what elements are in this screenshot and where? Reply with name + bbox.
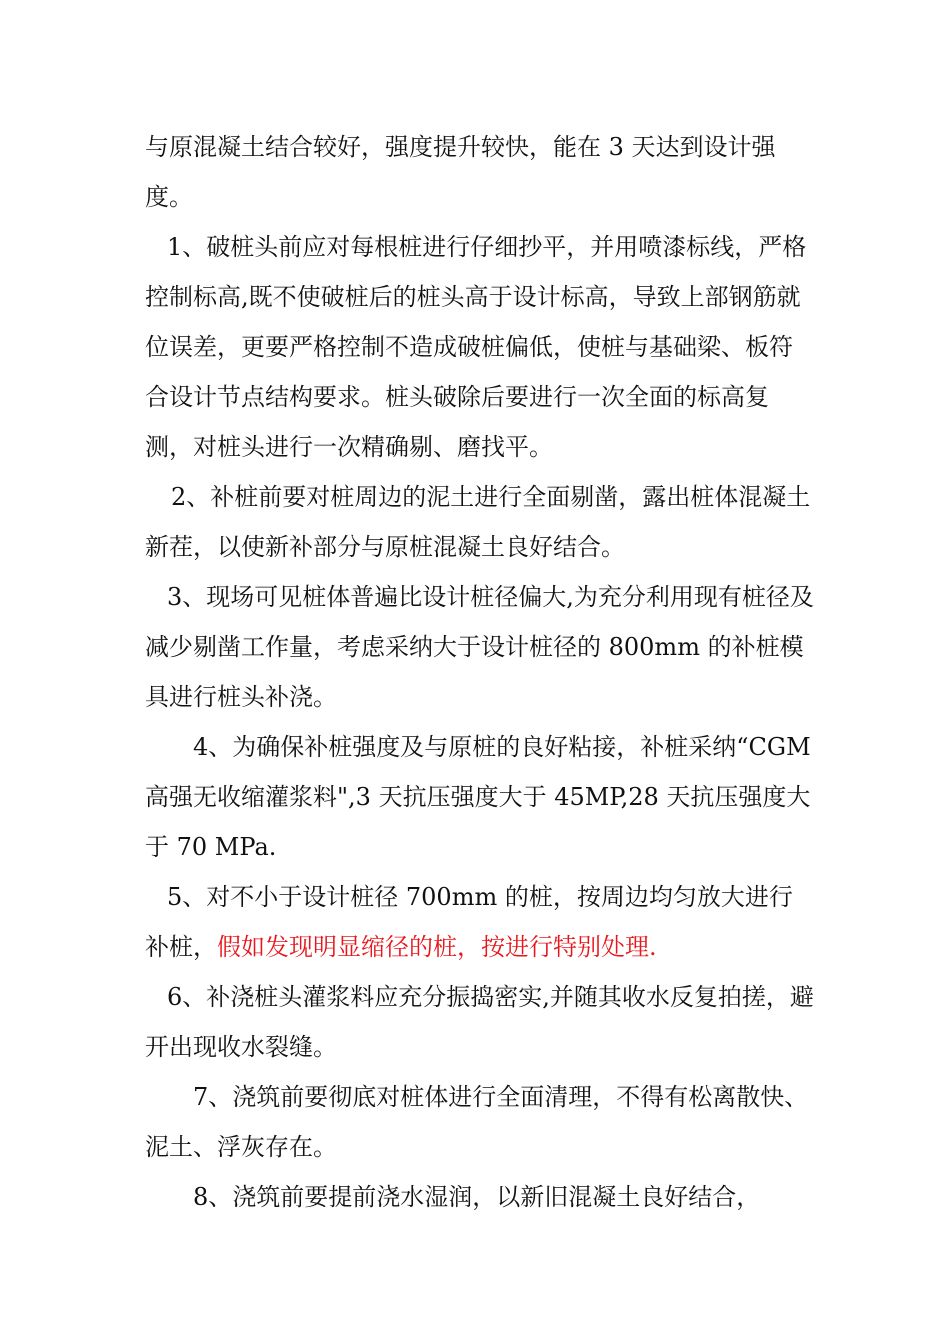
- paragraph-item-8: 8、浇筑前要提前浇水湿润，以新旧混凝土良好结合，: [193, 1183, 761, 1211]
- paragraph-item-5: [145, 872, 815, 972]
- paragraph-item-6: 6、补浇桩头灌浆料应充分振捣密实,并随其收水反复拍搓，避开出现收水裂缝。: [145, 983, 814, 1061]
- document-body: [145, 122, 815, 1222]
- paragraph-item-3: 3、现场可见桩体普遍比设计桩径偏大,为充分利用现有桩径及减少剔凿工作量，考虑采纳大于设计桩径的 800mm 的补桩模具进行桩头补浇。: [145, 583, 814, 711]
- paragraph-item-2: 2、补桩前要对桩周边的泥土进行全面剔凿，露出桩体混凝土新茬，以使新补部分与原桩混凝土良好结合。: [145, 483, 811, 561]
- paragraph-item-4: 4、为确保补桩强度及与原桩的良好粘接，补桩采纳“CGM 高强无收缩灌浆料",3 天抗压强度大于 45MP,28 天抗压强度大于 70 MPa.: [145, 733, 811, 861]
- paragraph-item-7: 7、浇筑前要彻底对桩体进行全面清理，不得有松离散快、泥土、浮灰存在。: [145, 1083, 809, 1161]
- highlighted-red-text: 假如发现明显缩径的桩，按进行特别处理.: [217, 933, 657, 961]
- paragraph-item-1: 1、破桩头前应对每根桩进行仔细抄平，并用喷漆标线，严格控制标高,既不使破桩后的桩头高于设计标高，导致上部钢筋就位误差，更要严格控制不造成破桩偏低，使桩与基础梁、板符合设计节点结构要求。桩头破除后要进行一次全面的标高复测，对桩头进行一次精确剔、磨找平。: [145, 233, 807, 461]
- paragraph-intro: 与原混凝土结合较好，强度提升较快，能在 3 天达到设计强度。: [145, 133, 776, 211]
- paragraph-item-5-text: 5、对不小于设计桩径 700mm 的桩，按周边均匀放大进行补桩，: [145, 883, 793, 961]
